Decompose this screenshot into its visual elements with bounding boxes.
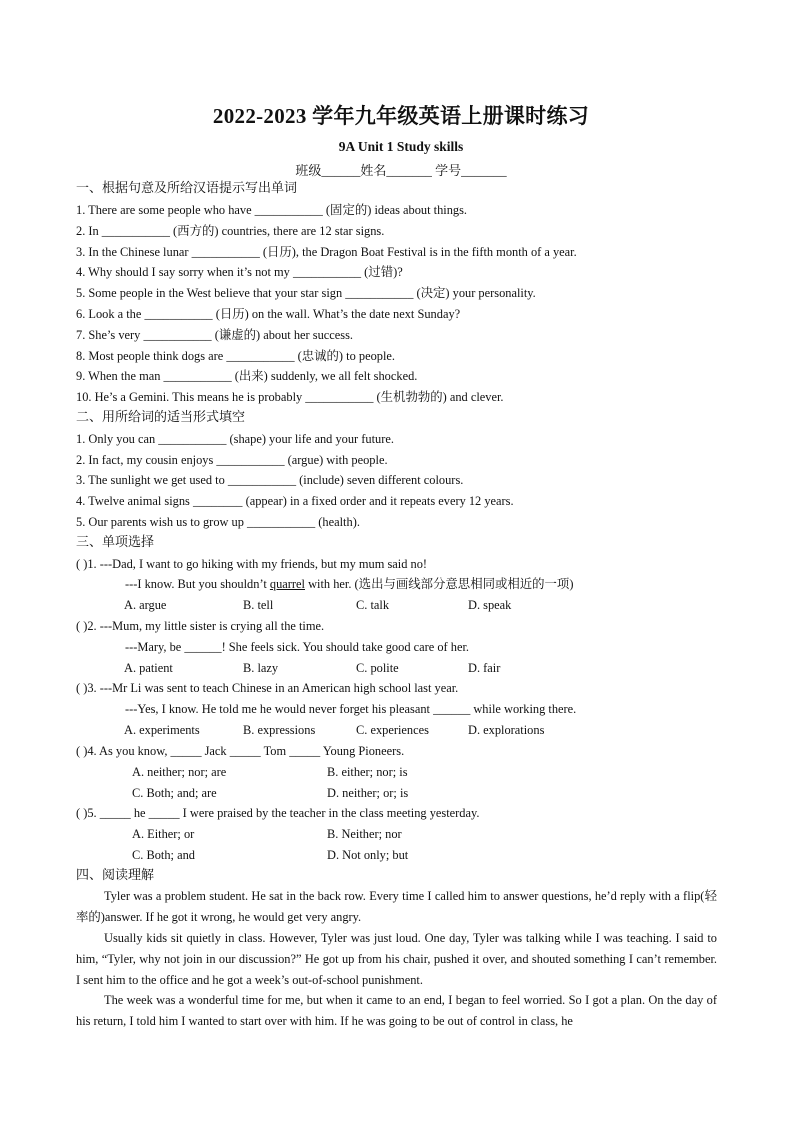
question-item: 9. When the man ___________ (出来) suddenly, we all felt shocked. — [76, 369, 418, 383]
mc-option: B. lazy — [243, 661, 279, 675]
section-heading-1: 一、根据句意及所给汉语提示写出单词 — [76, 180, 298, 195]
question-item: 3. In the Chinese lunar ___________ (日历), the Dragon Boat Festival is in the fifth month of a year. — [76, 245, 577, 259]
question-item: 8. Most people think dogs are ___________ (忠诚的) to people. — [76, 349, 396, 363]
mc-option: B. either; nor; is — [327, 765, 408, 779]
mc-option: C. Both; and — [132, 848, 195, 862]
question-item: 1. There are some people who have ___________ (固定的) ideas about things. — [76, 203, 468, 217]
reply-text: with her. (选出与画线部分意思相同或相近的一项) — [305, 577, 574, 591]
mc-question-stem: ( )1. ---Dad, I want to go hiking with my friends, but my mum said no! — [76, 557, 428, 571]
mc-option: B. Neither; nor — [327, 827, 402, 841]
question-item: 10. He’s a Gemini. This means he is probably ___________ (生机勃勃的) and clever. — [76, 390, 504, 404]
question-item: 7. She’s very ___________ (谦虚的) about her success. — [76, 328, 354, 342]
mc-option: A. neither; nor; are — [132, 765, 227, 779]
mc-option: B. expressions — [243, 723, 316, 737]
question-item: 4. Twelve animal signs ________ (appear) in a fixed order and it repeats every 12 years. — [76, 494, 514, 508]
mc-question-reply: ---Mary, be ______! She feels sick. You should take good care of her. — [125, 640, 469, 654]
question-item: 6. Look a the ___________ (日历) on the wall. What’s the date next Sunday? — [76, 307, 461, 321]
mc-option: A. argue — [124, 598, 167, 612]
mc-question-reply — [125, 576, 573, 592]
mc-option: C. experiences — [356, 723, 429, 737]
reply-text: ---I know. But you shouldn’t — [125, 577, 270, 591]
mc-option: A. Either; or — [132, 827, 195, 841]
mc-question-stem: ( )3. ---Mr Li was sent to teach Chinese in an American high school last year. — [76, 681, 459, 695]
page-title: 2022-2023 学年九年级英语上册课时练习 — [212, 104, 590, 128]
question-item: 2. In ___________ (西方的) countries, there are 12 star signs. — [76, 224, 385, 238]
question-item: 4. Why should I say sorry when it’s not my ___________ (过错)? — [76, 265, 403, 279]
question-item: 2. In fact, my cousin enjoys ___________ (argue) with people. — [76, 453, 388, 467]
mc-question-stem: ( )4. As you know, _____ Jack _____ Tom _____ Young Pioneers. — [76, 744, 405, 758]
mc-option: C. talk — [356, 598, 390, 612]
reading-paragraph: Tyler was a problem student. He sat in the back row. Every time I called him to answer questions, he’d reply with a flip(轻率的)answer. If he got it wrong, he would get very angry. — [76, 889, 717, 924]
mc-option: B. tell — [243, 598, 274, 612]
question-item: 1. Only you can ___________ (shape) your life and your future. — [76, 432, 394, 446]
section-heading-3: 三、单项选择 — [76, 534, 155, 549]
question-item: 5. Our parents wish us to grow up ___________ (health). — [76, 515, 360, 529]
mc-option: D. fair — [468, 661, 501, 675]
section-heading-2: 二、用所给词的适当形式填空 — [76, 409, 246, 424]
page-subtitle: 9A Unit 1 Study skills — [338, 139, 464, 154]
reading-paragraph: The week was a wonderful time for me, but when it came to an end, I began to feel worried. So I got a plan. On the day of his return, I told him I wanted to start over with him. If he was going to be out of control in class, he — [76, 993, 717, 1028]
mc-option: A. experiments — [124, 723, 200, 737]
question-item: 3. The sunlight we get used to ___________ (include) seven different colours. — [76, 473, 464, 487]
mc-option: C. polite — [356, 661, 399, 675]
mc-question-stem: ( )5. _____ he _____ I were praised by the teacher in the class meeting yesterday. — [76, 806, 480, 820]
mc-question-stem: ( )2. ---Mum, my little sister is crying all the time. — [76, 619, 325, 633]
question-item: 5. Some people in the West believe that your star sign ___________ (决定) your personality. — [76, 286, 536, 300]
reading-paragraph: Usually kids sit quietly in class. However, Tyler was just loud. One day, Tyler was talking while I was teaching. I said to him, “Tyler, why not join in our discussion?” He got up from his chair, pushed it over, and shouted something I can’t remember. I sent him to the office and he got a week’s out-of-school punishment. — [76, 931, 717, 987]
mc-question-reply: ---Yes, I know. He told me he would never forget his pleasant ______ while working there. — [125, 702, 577, 716]
mc-option: D. neither; or; is — [327, 786, 409, 800]
mc-option: A. patient — [124, 661, 173, 675]
mc-option: D. speak — [468, 598, 512, 612]
underlined-word: quarrel — [269, 577, 305, 591]
mc-option: D. Not only; but — [327, 848, 409, 862]
mc-option: D. explorations — [468, 723, 545, 737]
student-info-line: 班级______姓名_______ 学号_______ — [295, 163, 507, 178]
section-heading-4: 四、阅读理解 — [76, 867, 155, 882]
mc-option: C. Both; and; are — [132, 786, 217, 800]
